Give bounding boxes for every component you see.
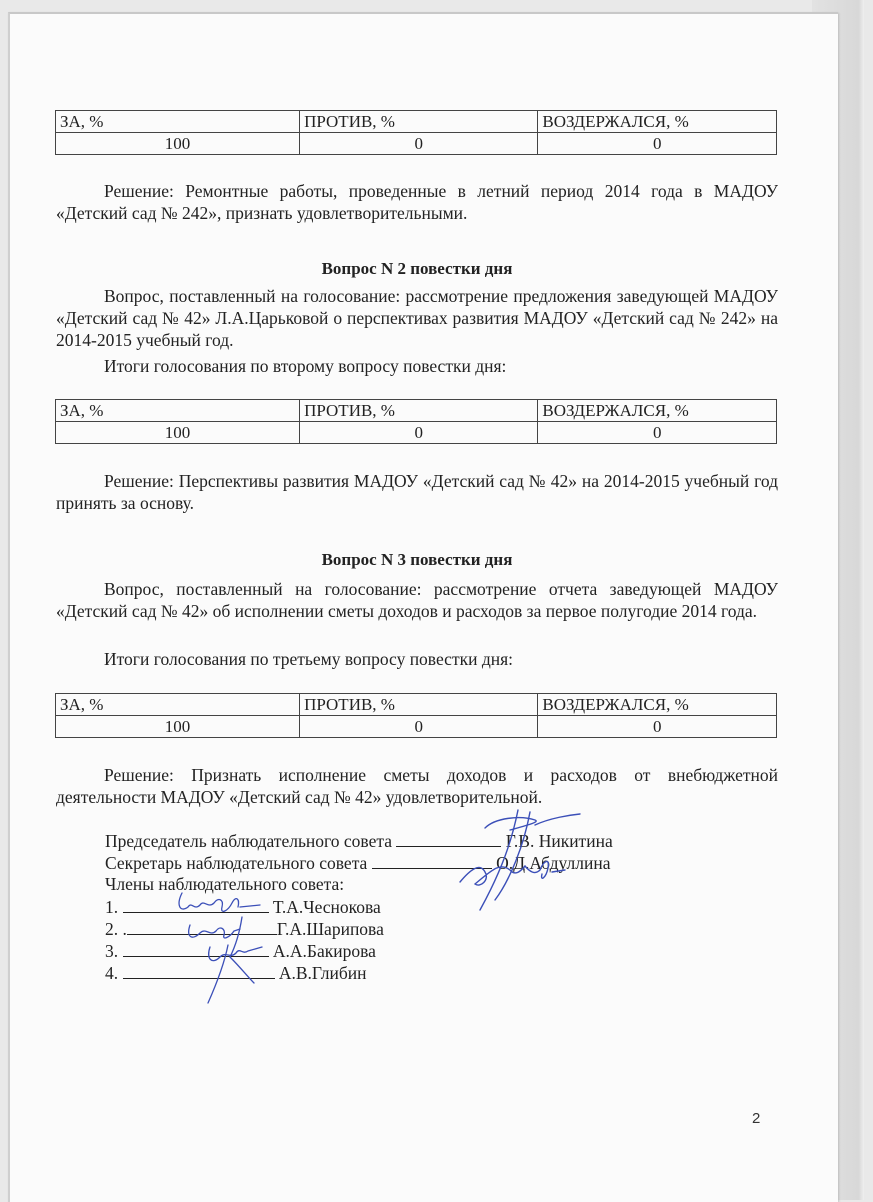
member-signature-line: [123, 961, 275, 979]
member-row-3: [105, 939, 376, 962]
header-abstained: ВОЗДЕРЖАЛСЯ, %: [538, 111, 777, 133]
members-label: Члены наблюдательного совета:: [105, 874, 345, 894]
header-for: ЗА, %: [56, 400, 300, 422]
table-header-row: [56, 694, 777, 716]
question-2-text: Вопрос, поставленный на голосование: рассмотрение предложения заведующей МАДОУ «Детский сад № 42» Л.А.Царьковой о перспективах развития МАДОУ «Детский сад № 242» на 2014-2015 учебный год.: [56, 286, 778, 350]
header-for: ЗА, %: [56, 694, 300, 716]
header-abstained: ВОЗДЕРЖАЛСЯ, %: [538, 400, 777, 422]
member-signature-line: [127, 917, 277, 935]
question-3-heading: Вопрос N 3 повестки дня: [321, 550, 513, 569]
table-row: [56, 133, 777, 155]
member-name: Г.А.Шарипова: [276, 919, 384, 939]
member-name: А.В.Глибин: [278, 963, 367, 983]
question-2-heading: Вопрос N 2 повестки дня: [321, 259, 513, 278]
secretary-row: [105, 851, 611, 874]
question-2-results-intro: Итоги голосования по второму вопросу повестки дня:: [104, 356, 507, 376]
member-number: 3.: [105, 941, 119, 961]
chair-signature-line: [396, 829, 501, 847]
table-header-row: [56, 400, 777, 422]
table-header-row: [56, 111, 777, 133]
member-signature-line: [123, 895, 269, 913]
vote-table-1: [55, 110, 777, 155]
member-row-2: [105, 917, 384, 940]
member-number: 2. .: [105, 919, 127, 939]
header-against: ПРОТИВ, %: [300, 400, 538, 422]
vote-table-2: [55, 399, 777, 444]
question-3-text: Вопрос, поставленный на голосование: рассмотрение отчета заведующей МАДОУ «Детский сад № 42» об исполнении сметы доходов и расходов за первое полугодие 2014 года.: [56, 579, 778, 621]
value-for: 100: [56, 716, 300, 738]
header-against: ПРОТИВ, %: [300, 694, 538, 716]
secretary-name: О.Д.Абдуллина: [496, 853, 611, 873]
page-number: 2: [752, 1110, 761, 1127]
value-for: 100: [56, 422, 300, 444]
header-against: ПРОТИВ, %: [300, 111, 538, 133]
header-for: ЗА, %: [56, 111, 300, 133]
member-name: Т.А.Чеснокова: [272, 897, 381, 917]
decision-3: Решение: Признать исполнение сметы доходов и расходов от внебюджетной деятельности МАДОУ «Детский сад № 42» удовлетворительной.: [56, 765, 778, 807]
vote-table-3: [55, 693, 777, 738]
chair-name: Г.В. Никитина: [505, 831, 613, 851]
secretary-label: Секретарь наблюдательного совета: [105, 853, 368, 873]
value-for: 100: [56, 133, 300, 155]
member-name: А.А.Бакирова: [272, 941, 376, 961]
value-abstained: 0: [538, 422, 777, 444]
value-against: 0: [300, 422, 538, 444]
value-against: 0: [300, 133, 538, 155]
table-row: [56, 422, 777, 444]
value-against: 0: [300, 716, 538, 738]
decision-2: Решение: Перспективы развития МАДОУ «Детский сад № 42» на 2014-2015 учебный год принять за основу.: [56, 471, 778, 513]
member-row-1: [105, 895, 381, 918]
member-number: 1.: [105, 897, 119, 917]
chair-row: [105, 829, 613, 852]
secretary-signature-line: [372, 851, 492, 869]
value-abstained: 0: [538, 133, 777, 155]
question-3-results-intro: Итоги голосования по третьему вопросу повестки дня:: [104, 649, 514, 669]
chair-label: Председатель наблюдательного совета: [105, 831, 392, 851]
table-row: [56, 716, 777, 738]
value-abstained: 0: [538, 716, 777, 738]
decision-1: Решение: Ремонтные работы, проведенные в летний период 2014 года в МАДОУ «Детский сад № 242», признать удовлетворительными.: [56, 181, 778, 223]
member-row-4: [105, 961, 366, 984]
header-abstained: ВОЗДЕРЖАЛСЯ, %: [538, 694, 777, 716]
member-signature-line: [123, 939, 269, 957]
member-number: 4.: [105, 963, 119, 983]
